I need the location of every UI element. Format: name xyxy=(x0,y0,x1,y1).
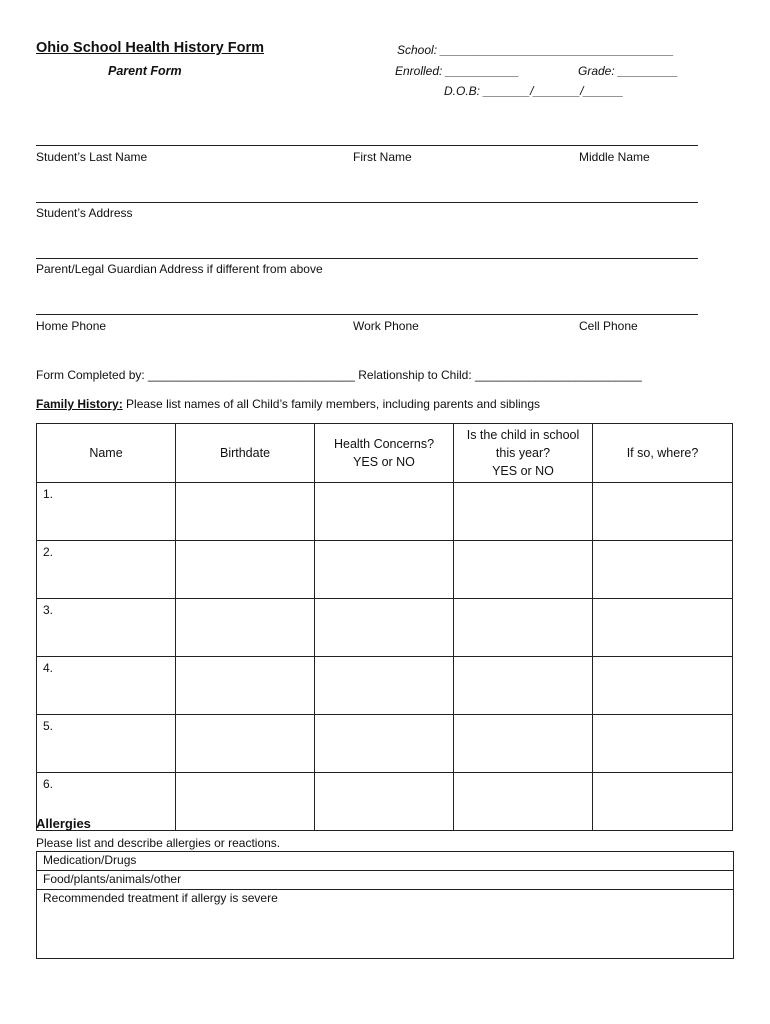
row-number[interactable]: 4. xyxy=(37,657,176,715)
treatment-field[interactable]: Recommended treatment if allergy is severe xyxy=(37,890,734,959)
middle-name-label: Middle Name xyxy=(579,150,650,164)
school-cell[interactable] xyxy=(454,483,593,541)
dob-line: _______/_______/______ xyxy=(483,84,624,98)
health-cell[interactable] xyxy=(315,599,454,657)
student-address-label: Student’s Address xyxy=(36,206,133,220)
table-row xyxy=(37,483,733,541)
school-cell[interactable] xyxy=(454,773,593,831)
where-cell[interactable] xyxy=(593,657,733,715)
allergies-instruction: Please list and describe allergies or reactions. xyxy=(36,836,281,850)
where-cell[interactable] xyxy=(593,715,733,773)
last-name-label: Student’s Last Name xyxy=(36,150,148,164)
birthdate-cell[interactable] xyxy=(176,483,315,541)
school-field[interactable] xyxy=(397,43,674,57)
enrolled-label: Enrolled: xyxy=(395,64,443,78)
col-health-line-1: Health Concerns? xyxy=(333,436,435,451)
birthdate-cell[interactable] xyxy=(176,599,315,657)
col-name-header: Name xyxy=(37,424,176,483)
health-cell[interactable] xyxy=(315,483,454,541)
col-birthdate-header: Birthdate xyxy=(176,424,315,483)
table-header-row xyxy=(37,424,733,483)
home-phone-label: Home Phone xyxy=(36,319,107,333)
phone-line[interactable] xyxy=(36,314,698,315)
medication-field[interactable]: Medication/Drugs xyxy=(37,852,734,871)
family-history-heading: Family History: xyxy=(36,397,123,411)
col-where-header: If so, where? xyxy=(593,424,733,483)
row-number[interactable]: 2. xyxy=(37,541,176,599)
allergies-table xyxy=(36,851,734,959)
where-cell[interactable] xyxy=(593,541,733,599)
row-number[interactable]: 1. xyxy=(37,483,176,541)
enrolled-line: ___________ xyxy=(445,64,520,78)
health-cell[interactable] xyxy=(315,657,454,715)
school-cell[interactable] xyxy=(454,715,593,773)
birthdate-cell[interactable] xyxy=(176,715,315,773)
allergy-row xyxy=(37,890,734,959)
col-school-header xyxy=(454,424,593,483)
health-cell[interactable] xyxy=(315,715,454,773)
family-history-instruction: Please list names of all Child’s family members, including parents and siblings xyxy=(122,397,541,411)
birthdate-cell[interactable] xyxy=(176,773,315,831)
school-cell[interactable] xyxy=(454,541,593,599)
where-cell[interactable] xyxy=(593,773,733,831)
grade-line: _________ xyxy=(618,64,679,78)
dob-field[interactable] xyxy=(444,84,624,98)
family-history-table xyxy=(36,423,733,831)
col-school-line-1: Is the child in school xyxy=(466,427,580,442)
form-title: Ohio School Health History Form xyxy=(36,40,264,56)
name-line[interactable] xyxy=(36,145,698,146)
table-row xyxy=(37,599,733,657)
allergy-row xyxy=(37,852,734,871)
form-subtitle: Parent Form xyxy=(108,64,182,78)
col-school-line-2: this year? xyxy=(495,445,551,460)
grade-field[interactable] xyxy=(578,64,678,78)
health-cell[interactable] xyxy=(315,541,454,599)
grade-label: Grade: xyxy=(578,64,615,78)
school-cell[interactable] xyxy=(454,657,593,715)
birthdate-cell[interactable] xyxy=(176,657,315,715)
health-cell[interactable] xyxy=(315,773,454,831)
food-plants-field[interactable]: Food/plants/animals/other xyxy=(37,871,734,890)
table-row xyxy=(37,541,733,599)
table-row xyxy=(37,773,733,831)
enrolled-field[interactable] xyxy=(395,64,519,78)
student-address-line[interactable] xyxy=(36,202,698,203)
where-cell[interactable] xyxy=(593,483,733,541)
row-number[interactable]: 3. xyxy=(37,599,176,657)
cell-phone-label: Cell Phone xyxy=(579,319,638,333)
col-school-line-3: YES or NO xyxy=(492,464,554,479)
row-number[interactable]: 5. xyxy=(37,715,176,773)
guardian-address-label: Parent/Legal Guardian Address if different from above xyxy=(36,262,323,276)
school-cell[interactable] xyxy=(454,599,593,657)
school-label: School: xyxy=(397,43,438,57)
allergies-heading: Allergies xyxy=(36,816,91,831)
guardian-address-line[interactable] xyxy=(36,258,698,259)
table-row xyxy=(37,657,733,715)
col-health-header xyxy=(315,424,454,483)
allergy-row xyxy=(37,871,734,890)
completed-by-field[interactable]: Form Completed by: _______________________________ Relationship to Child: _________________________ xyxy=(36,368,642,382)
table-row xyxy=(37,715,733,773)
first-name-label: First Name xyxy=(353,150,412,164)
row-number[interactable]: 6. xyxy=(37,773,176,831)
school-line: ___________________________________ xyxy=(440,43,674,57)
col-health-line-2: YES or NO xyxy=(353,455,415,469)
family-history-intro xyxy=(36,397,540,411)
birthdate-cell[interactable] xyxy=(176,541,315,599)
where-cell[interactable] xyxy=(593,599,733,657)
work-phone-label: Work Phone xyxy=(353,319,419,333)
dob-label: D.O.B: xyxy=(444,84,481,98)
